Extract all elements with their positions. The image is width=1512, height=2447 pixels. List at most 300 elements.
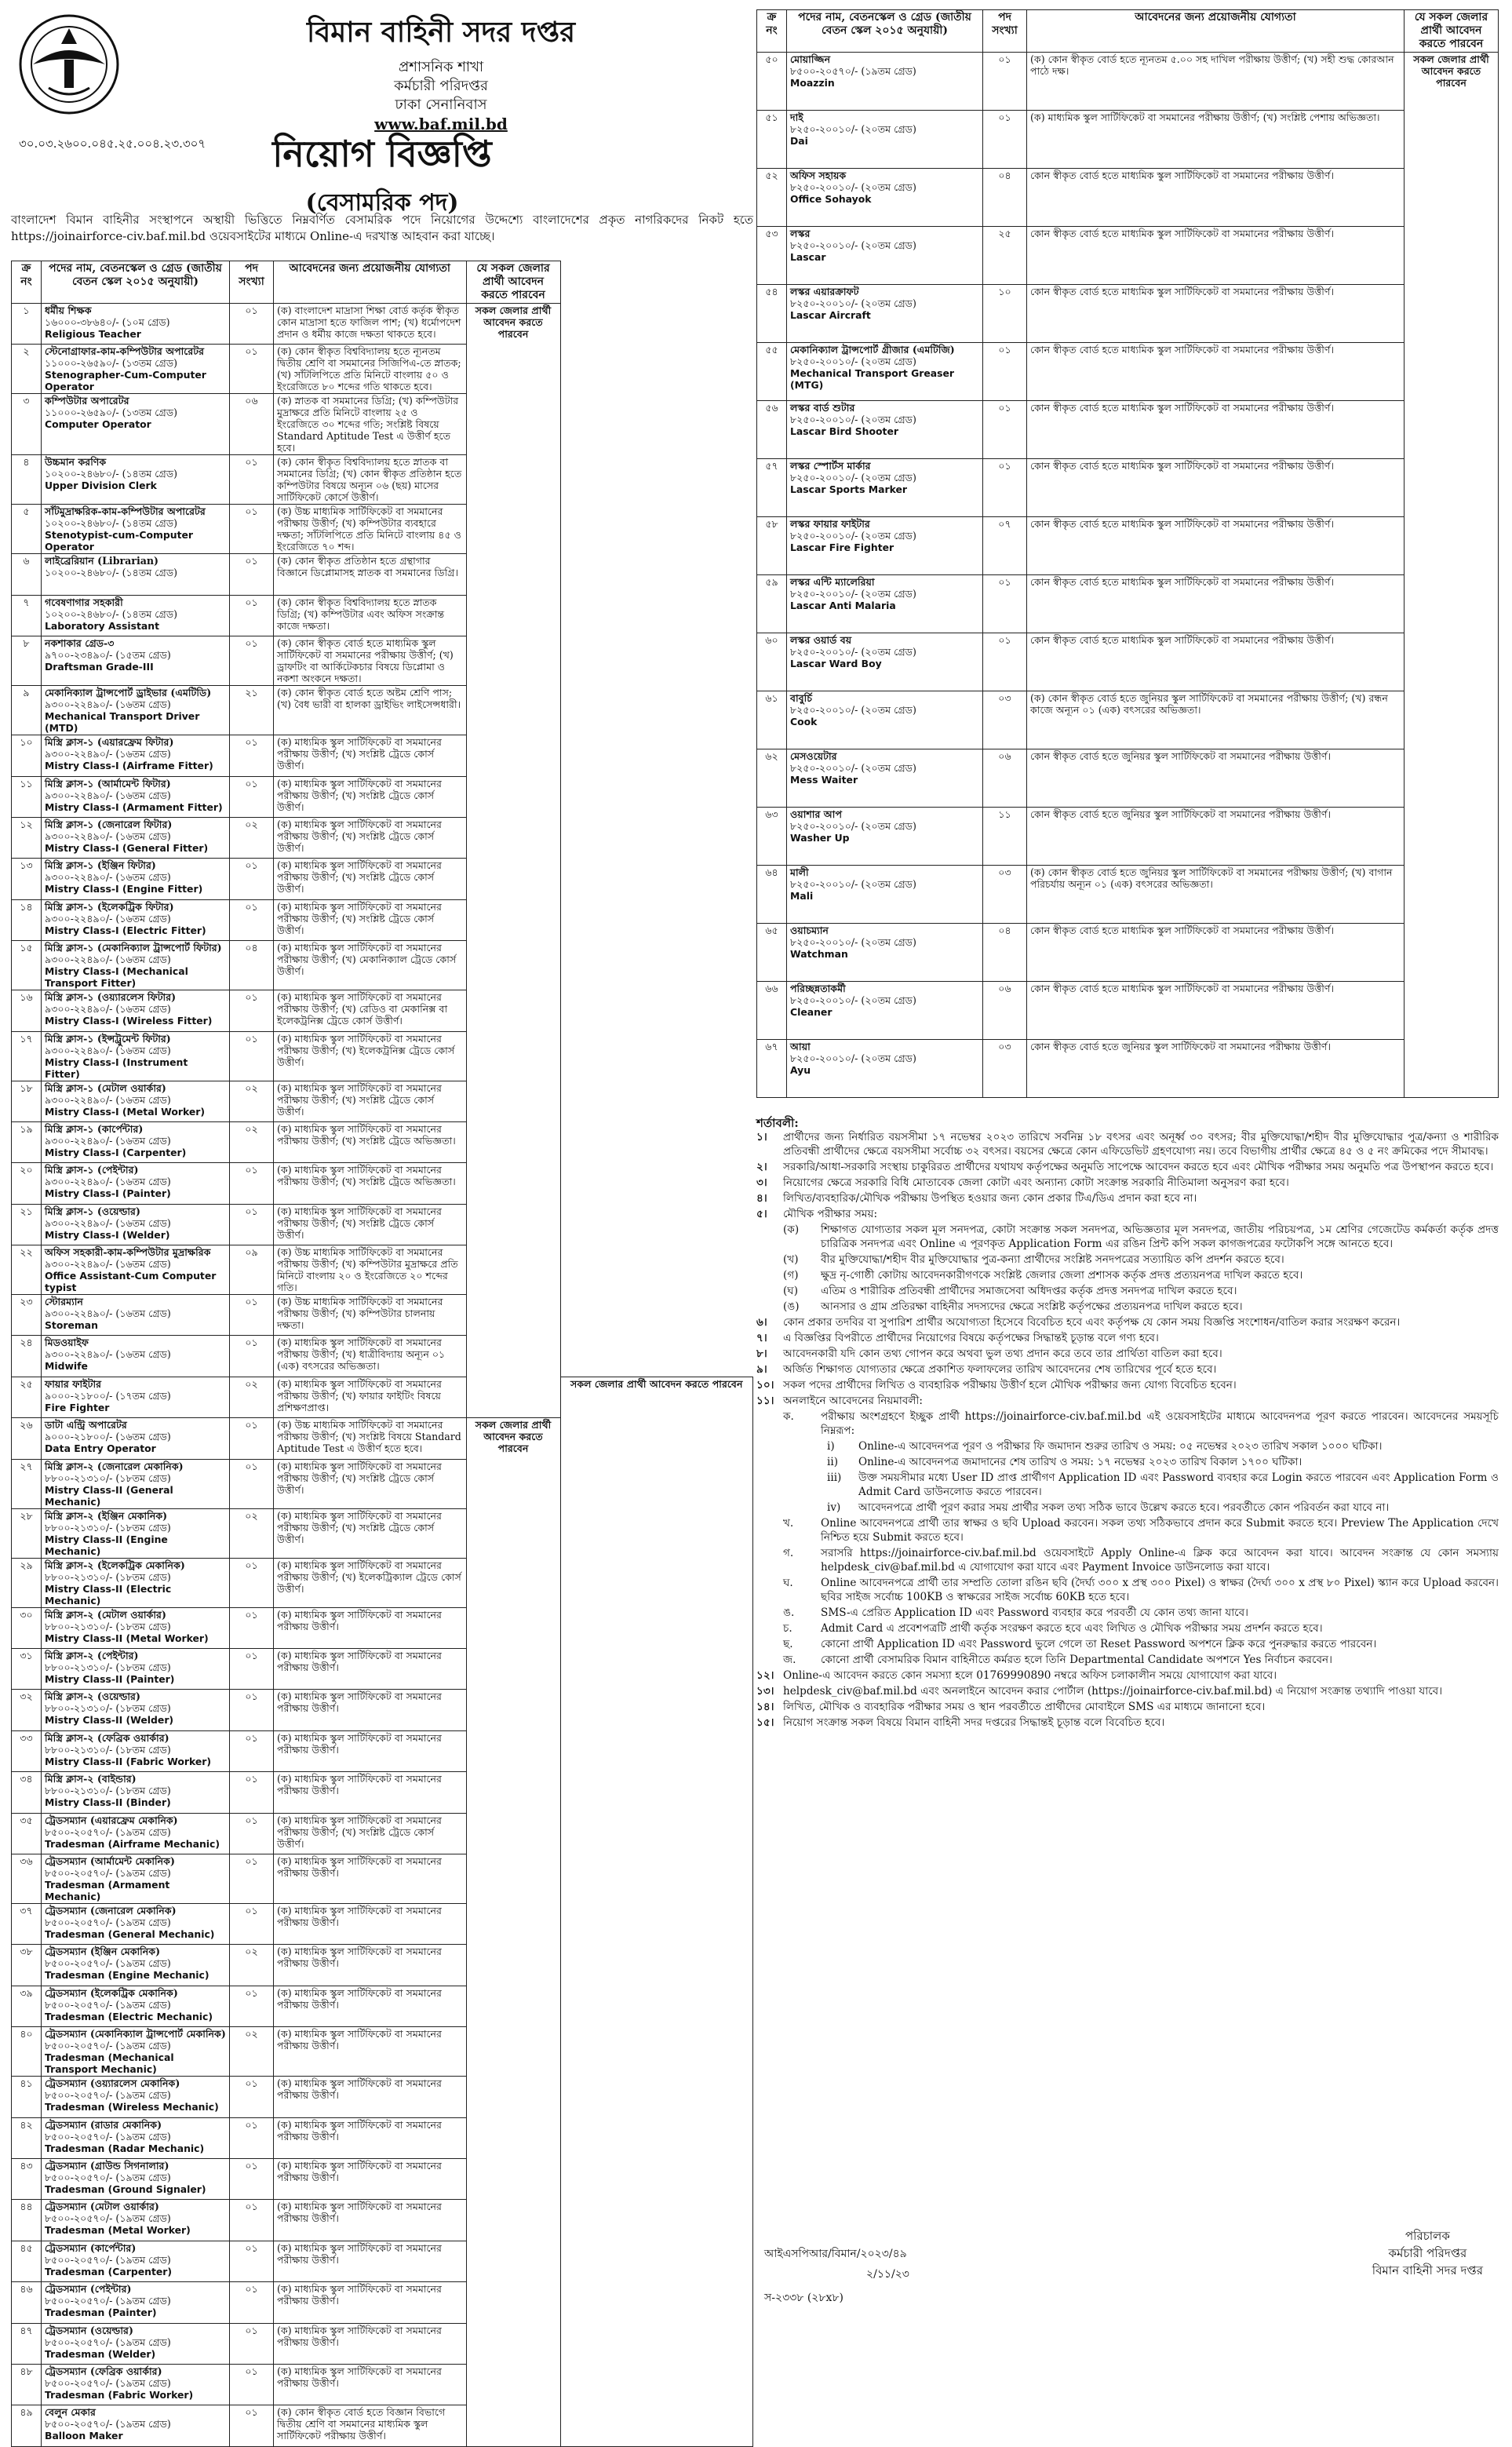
table-row [12, 345, 753, 394]
footer-code: স-২৩৩৮ (২৮x৮) [764, 2292, 843, 2304]
condition-text: প্রার্থীদের জন্য নির্ধারিত বয়সসীমা ১৭ নভেম্বর ২০২৩ তারিখে সর্বনিম্ন ১৮ বৎসর এবং অনূর্ধ্ব ৩০ বৎসর; বীর মুক্তিযোদ্ধা/শহীদ বীর মুক্তিযোদ্ধার পুত্র/কন্যা ও শারীরিক প্রতিবন্ধী প্রার্থীদের ক্ষেত্রে বয়সসীমা সর্বোচ্চ ৩২ বৎসর। বয়সের ক্ষেত্রে কোন এফিডেভিট গ্রহণযোগ্য নয়। তবে বিভাগীয় প্রার্থীর ক্ষেত্রে ৪৫ ও ৫ নং ক্রমিকের পদে সীমাবদ্ধ। [783, 1131, 1499, 1158]
row-qty: ০১ [230, 455, 274, 505]
post-scale: ৯৩০০-২২৪৯০/- (১৬তম গ্রেড) [45, 698, 171, 711]
row-post [42, 1031, 230, 1081]
row-sl: ৪১ [12, 2077, 42, 2117]
condition-text: এ বিজ্ঞপ্তির বিপরীতে প্রার্থীদের নিয়োগের বিষয়ে কর্তৃপক্ষের সিদ্ধান্তই চূড়ান্ত বলে গণ্য হবে। [783, 1332, 1159, 1344]
table-row [12, 554, 753, 595]
intro-paragraph: বাংলাদেশ বিমান বাহিনীর সংস্থাপনে অস্থায়ী ভিত্তিতে নিম্নবর্ণিত বেসামরিক পদে নিয়োগের উদ্দেশ্যে বাংলাদেশের প্রকৃত নাগরিকদের নিকট হতে https://joinairforce-civ.baf.mil.bd ওয়েবসাইটের মাধ্যমে Online-এ দরখাস্ত আহবান করা যাচ্ছে। [11, 213, 753, 243]
row-qual: (ক) মাধ্যমিক স্কুল সার্টিফিকেট বা সমমানের পরীক্ষায় উত্তীর্ণ। [274, 2282, 467, 2323]
post-scale: ৮২৫০-২০০১০/- (২০তম গ্রেড) [790, 530, 916, 542]
condition-number: ১। [756, 1131, 767, 1143]
col-district: যে সকল জেলার প্রার্থী আবেদন করতে পারবেন [1405, 10, 1499, 53]
row-post [42, 1903, 230, 1944]
row-post [42, 1649, 230, 1690]
condition-item [783, 1409, 1499, 1438]
row-post [787, 285, 983, 343]
jobs-table-right [756, 9, 1499, 1098]
post-scale: ৮৫০০-২০৫৭০/- (১৯তম গ্রেড) [790, 65, 916, 77]
post-name-bn: মিস্ত্রি ক্লাস-২ (পেইন্টার) [45, 1650, 139, 1662]
row-sl: ২৬ [12, 1418, 42, 1459]
row-sl: ৫৩ [757, 227, 787, 285]
row-post [42, 941, 230, 990]
row-sl: ৫৫ [757, 343, 787, 401]
row-qual: (ক) মাধ্যমিক স্কুল সার্টিফিকেট বা সমমানের পরীক্ষায় উত্তীর্ণ। [274, 2158, 467, 2199]
post-name-bn: ট্রেডসম্যান (জেনারেল মেকানিক) [45, 1904, 177, 1916]
condition-item [756, 1362, 1499, 1377]
table-row [757, 343, 1499, 401]
row-qty: ১০ [983, 285, 1027, 343]
row-qual: (ক) মাধ্যমিক স্কুল সার্টিফিকেট বা সমমানের পরীক্ষায় উত্তীর্ণ; (খ) ইলেকট্রিক্যাল ট্রেডে কোর্স উত্তীর্ণ। [274, 1558, 467, 1607]
row-qual: (ক) কোন স্বীকৃত বোর্ড হতে ন্যূনতম ৫.০০ সহ দাখিল পরীক্ষায় উত্তীর্ণ; (খ) সহী শুদ্ধ কোরআন পাঠে দক্ষ। [1027, 53, 1405, 111]
row-post [42, 1459, 230, 1508]
row-post [42, 1690, 230, 1730]
row-post [42, 1607, 230, 1648]
post-scale: ৮২৫০-২০০১০/- (২০তম গ্রেড) [790, 704, 916, 716]
table-row [757, 227, 1499, 285]
col-district: যে সকল জেলার প্রার্থী আবেদন করতে পারবেন [466, 261, 560, 304]
condition-number: (ঙ) [783, 1300, 800, 1313]
condition-item [756, 1191, 1499, 1205]
condition-number: খ. [783, 1517, 794, 1530]
post-name-bn: মিস্ত্রি ক্লাস-১ (জেনারেল ফিটার) [45, 818, 173, 830]
row-qual: (ক) মাধ্যমিক স্কুল সার্টিফিকেট বা সমমানের পরীক্ষায় উত্তীর্ণ। [274, 1986, 467, 2026]
post-name-bn: দাই [790, 111, 803, 123]
row-post [42, 2282, 230, 2323]
row-qty: ০১ [230, 304, 274, 345]
row-post [42, 1336, 230, 1377]
col-qty: পদ সংখ্যা [230, 261, 274, 304]
post-name-bn: মিস্ত্রি ক্লাস-১ (মেটাল ওয়ার্কার) [45, 1081, 166, 1094]
row-qty: ০১ [230, 990, 274, 1031]
row-post [42, 1508, 230, 1558]
row-sl: ৩৬ [12, 1854, 42, 1903]
row-post [42, 455, 230, 505]
row-sl: ৫৪ [757, 285, 787, 343]
row-qty: ০১ [230, 2241, 274, 2281]
row-post [42, 1418, 230, 1459]
row-post [42, 990, 230, 1031]
post-name-en: Mistry Class-I (Painter) [45, 1187, 171, 1200]
row-qty: ০১ [230, 2405, 274, 2446]
row-qual: (ক) মাধ্যমিক স্কুল সার্টিফিকেট বা সমমানের পরীক্ষায় উত্তীর্ণ; (খ) ইলেকট্রনিক্স ট্রেডে কোর্স উত্তীর্ণ। [274, 1031, 467, 1081]
post-scale: ৮৫০০-২০৫৭০/- (১৯তম গ্রেড) [45, 2253, 171, 2266]
post-scale: ৮২৫০-২০০১০/- (২০তম গ্রেড) [790, 646, 916, 658]
memo-ref: ৩০.০৩.২৬০০.০৪৫.২৫.০০৪.২৩.৩০৭ [19, 137, 206, 151]
post-scale: ৮২৫০-২০০১০/- (২০তম গ্রেড) [790, 297, 916, 309]
row-sl: ৪২ [12, 2117, 42, 2158]
row-sl: ৮ [12, 636, 42, 686]
post-name-bn: মালী [790, 866, 809, 878]
post-name-en: Moazzin [790, 77, 835, 89]
condition-text: আবেদনকারী যদি কোন তথ্য গোপন করে অথবা ভুল তথ্য প্রদান করে তবে তার প্রার্থিতা বাতিল করা হবে। [783, 1347, 1222, 1360]
post-scale: ৮২৫০-২০০১০/- (২০তম গ্রেড) [790, 414, 916, 425]
condition-item [783, 1653, 1499, 1667]
row-qty: ০৪ [230, 941, 274, 990]
sign-office: বিমান বাহিনী সদর দপ্তর [1372, 2263, 1483, 2277]
table-row [12, 735, 753, 776]
post-scale: ১১০০০-২৬৫৯০/- (১৩তম গ্রেড) [45, 407, 178, 419]
post-scale: ৮৮০০-২১৩১০/- (১৮তম গ্রেড) [45, 1620, 171, 1632]
row-sl: ২৮ [12, 1508, 42, 1558]
row-qual: (ক) মাধ্যমিক স্কুল সার্টিফিকেট বা সমমানের পরীক্ষায় উত্তীর্ণ। [274, 1945, 467, 1986]
table-row [757, 982, 1499, 1040]
condition-item [756, 1315, 1499, 1329]
row-qty: ০২ [230, 1377, 274, 1417]
footer [756, 2229, 1499, 2307]
row-qty: ০১ [230, 1031, 274, 1081]
row-qty: ০২ [230, 1121, 274, 1162]
condition-text: Online আবেদনপত্রে প্রার্থী তার স্বাক্ষর ও ছবি Upload করবেন। সকল তথ্য সঠিকভাবে প্রদান করে Submit করতে হবে। Preview The Application দেখে নিশ্চিত হয়ে Submit করতে হবে। [821, 1517, 1499, 1544]
post-name-en: Data Entry Operator [45, 1442, 156, 1455]
district-eligibility: সকল জেলার প্রার্থী আবেদন করতে পারবেন [1405, 53, 1499, 1098]
footer-ref: আইএসপিআর/বিমান/২০২৩/৪৯ [764, 2248, 907, 2260]
post-scale: ৯৩০০-২২৪৯০/- (১৬তম গ্রেড) [45, 912, 171, 924]
row-qty: ০১ [230, 505, 274, 554]
row-sl: ২০ [12, 1163, 42, 1204]
row-qty: ০১ [230, 2158, 274, 2199]
row-sl: ৪০ [12, 2027, 42, 2077]
row-post [42, 1121, 230, 1162]
condition-text: সরকারি/আধা-সরকারি সংস্থায় চাকুরিরত প্রার্থীদের যথাযথ কর্তৃপক্ষের অনুমতি সাপেক্ষে আবেদন করতে হবে এবং মৌখিক পরীক্ষার সময় অনুমতি পত্র উপস্থাপন করতে হবে। [783, 1161, 1494, 1173]
condition-text: নিয়োগের ক্ষেত্রে সরকারি বিধি মোতাবেক জেলা কোটা এবং অন্যান্য কোটা সংক্রান্ত সরকারি নীতিমালা অনুসরণ করা হবে। [783, 1176, 1289, 1189]
row-sl: ৩১ [12, 1649, 42, 1690]
post-name-en: Cleaner [790, 1006, 833, 1018]
row-qual: (ক) কোন স্বীকৃত বোর্ড হতে অষ্টম শ্রেণি পাস; (খ) বৈধ ভারী বা হালকা ড্রাইভিং লাইসেন্সধারী। [274, 686, 467, 735]
post-name-bn: অফিস সহকারী-কাম-কম্পিউটার মুদ্রাক্ষরিক [45, 1246, 211, 1259]
table-row [12, 1121, 753, 1162]
post-name-bn: ওয়াশার আপ [790, 808, 842, 820]
air-force-emblem-icon [17, 13, 121, 116]
post-name-en: Dai [790, 135, 808, 147]
post-name-bn: ট্রেডসম্যান (রাডার মেকানিক) [45, 2118, 162, 2131]
row-qty: ২৫ [983, 227, 1027, 285]
post-name-en: Lascar Sports Marker [790, 483, 908, 495]
table-row [12, 1295, 753, 1336]
post-name-en: Lascar Fire Fighter [790, 542, 894, 553]
row-qual: (ক) মাধ্যমিক স্কুল সার্টিফিকেট বা সমমানের পরীক্ষায় উত্তীর্ণ। [274, 1903, 467, 1944]
post-name-en: Midwife [45, 1360, 88, 1373]
condition-item [783, 1516, 1499, 1544]
condition-text: SMS-এ প্রেরিত Application ID এবং Password ব্যবহার করে পরবর্তী যে কোন তথ্য জানা যাবে। [821, 1606, 1249, 1619]
row-sl: ৩৩ [12, 1730, 42, 1771]
condition-number: ১৫। [756, 1716, 774, 1729]
table-row [757, 575, 1499, 633]
condition-number: ৭। [756, 1332, 767, 1344]
col-sl: ক্র নং [757, 10, 787, 53]
post-name-bn: কম্পিউটার অপারেটর [45, 395, 129, 407]
row-qual: (ক) কোন স্বীকৃত বোর্ড হতে জুনিয়র স্কুল সার্টিফিকেট বা সমমানের পরীক্ষায় উত্তীর্ণ; (খ) রন্ধন কাজে অন্যূন ০১ (এক) বৎসরের অভিজ্ঞতা। [1027, 691, 1405, 749]
condition-text: কোন প্রকার তদবির বা সুপারিশ প্রার্থীর অযোগ্যতা হিসেবে বিবেচিত হবে এবং কর্তৃপক্ষ যে কোন সময় বিজ্ঞপ্তি সংশোধন/বাতিল করার সংরক্ষণ করেন। [783, 1316, 1401, 1329]
row-qty: ০১ [230, 2364, 274, 2405]
post-name-en: Mistry Class-II (Engine Mechanic) [45, 1533, 168, 1557]
post-scale: ৮৫০০-২০৫৭০/- (১৯তম গ্রেড) [45, 1866, 171, 1879]
post-name-en: Office Assistant-Cum Computer typist [45, 1270, 217, 1294]
post-name-en: Mistry Class-II (Electric Mechanic) [45, 1582, 172, 1606]
condition-item [783, 1253, 1499, 1267]
row-qty: ০১ [230, 2282, 274, 2323]
post-name-en: Office Sohayok [790, 193, 872, 205]
row-post [42, 304, 230, 345]
post-name-en: Mistry Class-I (Instrument Fitter) [45, 1056, 188, 1080]
post-name-bn: মিস্ত্রি ক্লাস-১ (কার্পেন্টার) [45, 1122, 144, 1135]
condition-number: জ. [783, 1654, 796, 1666]
row-qty: ০৪ [983, 924, 1027, 982]
row-qual: (ক) উচ্চ মাধ্যমিক সার্টিফিকেট বা সমমানের পরীক্ষায় উত্তীর্ণ; (খ) কম্পিউটার ব্যবহারে দক্ষতা; সাঁটলিপিতে প্রতি মিনিটে বাংলায় ৪৫ ও ইংরেজিতে ৭০ শব্দ। [274, 505, 467, 554]
row-post [42, 1081, 230, 1121]
post-scale: ৯৩০০-২২৪৯০/- (১৬তম গ্রেড) [45, 830, 171, 842]
post-name-en: Stenotypist-cum-Computer Operator [45, 529, 194, 553]
row-post [787, 691, 983, 749]
post-name-en: Mistry Class-I (Mechanical Transport Fitter) [45, 965, 188, 990]
post-name-bn: মিস্ত্রি ক্লাস-১ (পেইন্টার) [45, 1164, 139, 1176]
post-name-bn: লস্কর ফায়ার ফাইটার [790, 518, 870, 530]
condition-text: কোনো প্রার্থী Application ID এবং Password ভুলে গেলে তা Reset Password অপশনে ক্লিক করে পুনরুদ্ধার করতে পারবেন। [821, 1638, 1377, 1650]
row-qty: ০১ [983, 111, 1027, 169]
row-sl: ১০ [12, 735, 42, 776]
row-post [42, 2027, 230, 2077]
condition-item [756, 1130, 1499, 1158]
row-qual: (ক) মাধ্যমিক স্কুল সার্টিফিকেট বা সমমানের পরীক্ষায় উত্তীর্ণ। [274, 2077, 467, 2117]
post-scale: ৮২৫০-২০০১০/- (২০তম গ্রেড) [790, 181, 916, 193]
row-qty: ০১ [230, 1730, 274, 1771]
row-post [42, 1986, 230, 2026]
condition-text: Online-এ আবেদন করতে কোন সমস্যা হলে 01769990890 নম্বরে অফিস চলাকালীন সময়ে যোগাযোগ করা যাবে। [783, 1669, 1277, 1682]
post-scale: ৮৮০০-২১৩১০/- (১৮তম গ্রেড) [45, 1702, 171, 1715]
table-row [757, 1040, 1499, 1098]
condition-text: অর্জিত শিক্ষাগত যোগ্যতার ক্ষেত্রে প্রকাশিত ফলাফলের তারিখ আবেদনের শেষ তারিখের পূর্বে হতে হবে। [783, 1363, 1217, 1376]
left-column [11, 9, 753, 2442]
post-name-en: Mistry Class-II (Binder) [45, 1796, 171, 1809]
condition-item [783, 1637, 1499, 1651]
post-name-bn: মিস্ত্রি ক্লাস-২ (বাইন্ডার) [45, 1773, 137, 1785]
condition-number: (খ) [783, 1253, 799, 1266]
row-qual: কোন স্বীকৃত বোর্ড হতে মাধ্যমিক স্কুল সার্টিফিকেট বা সমমানের পরীক্ষায় উত্তীর্ণ। [1027, 169, 1405, 227]
post-name-en: Tradesman (Welder) [45, 2347, 156, 2360]
post-name-bn: লস্কর ওয়ার্ড বয় [790, 634, 852, 646]
post-scale: ৮৫০০-২০৫৭০/- (১৯তম গ্রেড) [45, 2089, 171, 2102]
post-name-en: Fire Fighter [45, 1401, 110, 1413]
post-name-bn: নকশাকার গ্রেড-৩ [45, 637, 115, 650]
row-qual: (ক) মাধ্যমিক স্কুল সার্টিফিকেট বা সমমানের পরীক্ষায় উত্তীর্ণ; (খ) রেডিও বা মেকানিক্স বা ইলেকট্রনিক্স ট্রেডে কোর্স উত্তীর্ণ। [274, 990, 467, 1031]
location: ঢাকা সেনানিবাস [395, 97, 487, 113]
condition-text: আবেদনপত্রে প্রার্থী পূরণ করার সময় প্রার্থীর সকল তথ্য সঠিক ভাবে উল্লেখ করতে হবে। পরবর্তীতে কোন পরিবর্তন করা যাবে না। [858, 1501, 1390, 1514]
post-name-en: Mistry Class-II (Welder) [45, 1714, 174, 1727]
post-scale: ৯০০০-২১৮০০/- (১৬তম গ্রেড) [45, 1431, 171, 1443]
row-sl: ৬১ [757, 691, 787, 749]
row-qual: (ক) মাধ্যমিক স্কুল সার্টিফিকেট বা সমমানের পরীক্ষায় উত্তীর্ণ; (খ) সংশ্লিষ্ট ট্রেডে কোর্স উত্তীর্ণ। [274, 1204, 467, 1245]
table-row [757, 749, 1499, 808]
row-qual: কোন স্বীকৃত বোর্ড হতে জুনিয়র স্কুল সার্টিফিকেট বা সমমানের পরীক্ষায় উত্তীর্ণ। [1027, 1040, 1405, 1098]
condition-number: ১৩। [756, 1685, 774, 1698]
post-name-bn: মিস্ত্রি ক্লাস-২ (মেটাল ওয়ার্কার) [45, 1608, 166, 1621]
row-qual: (ক) মাধ্যমিক স্কুল সার্টিফিকেট বা সমমানের পরীক্ষায় উত্তীর্ণ; (খ) সংশ্লিষ্ট ট্রেডে কোর্স উত্তীর্ণ। [274, 817, 467, 858]
row-sl: ৫১ [757, 111, 787, 169]
post-scale: ৯৩০০-২২৪৯০/- (১৬তম গ্রেড) [45, 1093, 171, 1106]
post-name-en: Storeman [45, 1319, 98, 1332]
table-row [12, 505, 753, 554]
post-scale: ৯৩০০-২২৪৯০/- (১৬তম গ্রেড) [45, 1307, 171, 1320]
condition-item [756, 1207, 1499, 1221]
post-name-en: Mistry Class-I (Welder) [45, 1228, 170, 1241]
row-post [42, 595, 230, 636]
condition-number: ঙ. [783, 1606, 795, 1619]
row-sl: ৪৭ [12, 2323, 42, 2364]
row-qty: ০৪ [983, 169, 1027, 227]
row-qual: (ক) মাধ্যমিক স্কুল সার্টিফিকেট বা সমমানের পরীক্ষায় উত্তীর্ণ; (খ) সংশ্লিষ্ট ট্রেডে কোর্স উত্তীর্ণ। [274, 1813, 467, 1854]
post-scale: ৮২৫০-২০০১০/- (২০তম গ্রেড) [790, 588, 916, 600]
conditions-list [756, 1130, 1499, 1730]
condition-item [783, 1300, 1499, 1314]
row-qty: ০৩ [983, 866, 1027, 924]
condition-number: ছ. [783, 1638, 793, 1650]
condition-text: শিক্ষাগত যোগ্যতার সকল মূল সনদপত্র, কোটা সংক্রান্ত সকল সনদপত্র, অভিজ্ঞতার মূল সনদপত্র, জাতীয় পরিচয়পত্র, ১ম শ্রেণির গেজেটেড কর্মকর্তা কর্তৃক প্রদত্ত চারিত্রিক সনদপত্র এবং Online এ পূরণকৃত Application Form এর রঙিন প্রিন্ট কপি সকল কাগজপত্রের ফটোকপি সঙ্গে আনতে হবে। [821, 1224, 1499, 1250]
row-qty: ০১ [230, 2077, 274, 2117]
table-row [757, 924, 1499, 982]
condition-number: (ক) [783, 1224, 800, 1236]
post-name-bn: মিস্ত্রি ক্লাস-১ (ইলেকট্রিক ফিটার) [45, 900, 174, 913]
post-name-en: Mistry Class-I (General Fitter) [45, 841, 209, 854]
post-name-bn: মোয়াজ্জিন [790, 53, 831, 65]
post-scale: ৮৫০০-২০৫৭০/- (১৯তম গ্রেড) [45, 2171, 171, 2183]
table-row [12, 1336, 753, 1377]
condition-item [783, 1546, 1499, 1574]
row-sl: ২৯ [12, 1558, 42, 1607]
condition-number: ঘ. [783, 1577, 793, 1589]
post-scale: ৮৫০০-২০৫৭০/- (১৯তম গ্রেড) [45, 1957, 171, 1970]
row-sl: ১১ [12, 776, 42, 817]
post-name-bn: ট্রেডসম্যান (ওয়েল্ডার) [45, 2324, 133, 2336]
post-name-en: Tradesman (Metal Worker) [45, 2224, 191, 2237]
condition-item [756, 1700, 1499, 1714]
row-qty: ০১ [983, 343, 1027, 401]
row-qty: ০১ [230, 1295, 274, 1336]
row-sl: ৬২ [757, 749, 787, 808]
row-qual: (ক) মাধ্যমিক স্কুল সার্টিফিকেট বা সমমানের পরীক্ষায় উত্তীর্ণ। [274, 2117, 467, 2158]
row-qual: (ক) মাধ্যমিক স্কুল সার্টিফিকেট বা সমমানের পরীক্ষায় উত্তীর্ণ; (খ) মেকানিক্যাল ট্রেডে কোর্স উত্তীর্ণ। [274, 941, 467, 990]
post-name-bn: মেকানিক্যাল ট্রান্সপোর্ট গ্রীজার (এমটিজি) [790, 344, 955, 356]
post-name-en: Tradesman (Engine Mechanic) [45, 1969, 209, 1982]
table-row [12, 1245, 753, 1295]
condition-text: মৌখিক পরীক্ষার সময়: [783, 1208, 878, 1220]
sign-directorate: কর্মচারী পরিদপ্তর [1388, 2246, 1467, 2260]
row-qual: (ক) উচ্চ মাধ্যমিক সার্টিফিকেট বা সমমানের পরীক্ষায় উত্তীর্ণ; (খ) কম্পিউটার মুদ্রাক্ষরে প্রতি মিনিটে বাংলায় ২০ ও ইংরেজিতে ২০ শব্দের গতি। [274, 1245, 467, 1295]
post-name-en: Tradesman (Radar Mechanic) [45, 2142, 205, 2154]
condition-number: ২। [756, 1161, 767, 1173]
post-scale: ৯৩০০-২২৪৯০/- (১৬তম গ্রেড) [45, 1348, 171, 1361]
post-scale: ১০২০০-২৪৬৮০/- (১৪তম গ্রেড) [45, 567, 178, 579]
directorate-name: কর্মচারী পরিদপ্তর [394, 78, 488, 94]
table-row [757, 285, 1499, 343]
row-post [42, 1730, 230, 1771]
post-scale: ৮৫০০-২০৫৭০/- (১৯তম গ্রেড) [45, 2418, 171, 2431]
condition-number: ৩। [756, 1176, 767, 1189]
notice-title-block [11, 127, 753, 224]
row-sl: ৪৪ [12, 2200, 42, 2241]
post-scale: ১১০০০-২৬৫৯০/- (১৩তম গ্রেড) [45, 357, 178, 370]
post-name-en: Washer Up [790, 832, 850, 844]
post-name-en: Balloon Maker [45, 2430, 123, 2442]
table-row [12, 1377, 753, 1417]
row-post [42, 1772, 230, 1813]
row-qty: ০২ [230, 817, 274, 858]
row-qual: (ক) কোন স্বীকৃত বোর্ড হতে বিজ্ঞান বিভাগে দ্বিতীয় শ্রেণি বা সমমানের মাধ্যমিক স্কুল সার্টিফিকেট পরীক্ষায় উত্তীর্ণ। [274, 2405, 467, 2446]
row-qual: কোন স্বীকৃত বোর্ড হতে মাধ্যমিক স্কুল সার্টিফিকেট বা সমমানের পরীক্ষায় উত্তীর্ণ। [1027, 575, 1405, 633]
post-name-en: Upper Division Clerk [45, 480, 157, 492]
post-name-en: Mistry Class-II (Painter) [45, 1673, 175, 1686]
row-post [787, 924, 983, 982]
post-name-en: Laboratory Assistant [45, 619, 160, 632]
col-qual: আবেদনের জন্য প্রয়োজনীয় যোগ্যতা [1027, 10, 1405, 53]
table-row [757, 866, 1499, 924]
row-sl: ১৫ [12, 941, 42, 990]
condition-text: Online-এ আবেদনপত্র জমাদানের শেষ তারিখ ও সময়: ১৭ নভেম্বর ২০২৩ তারিখ বিকাল ১৭০০ ঘটিকা। [858, 1456, 1303, 1468]
post-scale: ৮২৫০-২০০১০/- (২০তম গ্রেড) [790, 820, 916, 832]
website-link[interactable]: www.baf.mil.bd [374, 115, 508, 133]
table-row [12, 899, 753, 940]
row-qty: ০১ [230, 2117, 274, 2158]
post-name-bn: ট্রেডসম্যান (আর্মামেন্ট মেকানিক) [45, 1854, 175, 1867]
post-name-en: Mess Waiter [790, 774, 858, 786]
row-qual: (ক) মাধ্যমিক স্কুল সার্টিফিকেট বা সমমানের পরীক্ষায় উত্তীর্ণ; (খ) সংশ্লিষ্ট ট্রেডে কোর্স উত্তীর্ণ। [274, 735, 467, 776]
row-sl: ৩২ [12, 1690, 42, 1730]
row-qty: ০৬ [983, 982, 1027, 1040]
row-post [42, 2158, 230, 2199]
row-qual: কোন স্বীকৃত বোর্ড হতে মাধ্যমিক স্কুল সার্টিফিকেট বা সমমানের পরীক্ষায় উত্তীর্ণ। [1027, 285, 1405, 343]
row-qty: ০২ [230, 1081, 274, 1121]
post-name-bn: মিস্ত্রি ক্লাস-২ (ইলেকট্রিক মেকানিক) [45, 1559, 185, 1571]
row-post [42, 505, 230, 554]
post-name-bn: ট্রেডসম্যান (মেটাল ওয়ার্কার) [45, 2201, 159, 2213]
row-post [787, 459, 983, 517]
post-name-en: Mistry Class-I (Carpenter) [45, 1146, 187, 1158]
post-scale: ৮৮০০-২১৩১০/- (১৮তম গ্রেড) [45, 1570, 171, 1583]
condition-number: iv) [827, 1501, 841, 1514]
condition-number: ii) [827, 1456, 838, 1468]
post-scale: ৮৫০০-২০৫৭০/- (১৯তম গ্রেড) [45, 2212, 171, 2225]
row-post [42, 2117, 230, 2158]
post-name-bn: মিস্ত্রি ক্লাস-২ (ফেব্রিক ওয়ার্কার) [45, 1731, 169, 1744]
row-post [42, 1377, 230, 1417]
post-name-en: Tradesman (Electric Mechanic) [45, 2010, 213, 2022]
row-qty: ০১ [230, 1986, 274, 2026]
post-scale: ৮২৫০-২০০১০/- (২০তম গ্রেড) [790, 994, 916, 1006]
post-name-en: Mistry Class-II (Metal Worker) [45, 1632, 209, 1644]
table-row [12, 394, 753, 455]
condition-number: ৬। [756, 1316, 767, 1329]
post-name-bn: মিস্ত্রি ক্লাস-২ (ওয়েল্ডার) [45, 1690, 140, 1703]
condition-text: সরাসরি https://joinairforce-civ.baf.mil.bd ওয়েবসাইটে Apply Online-এ ক্লিক করে আবেদন করা যাবে। আবেদন সংক্রান্ত যে কোন সমস্যায় helpdesk_civ@baf.mil.bd এ যোগাযোগ করা যাবে এবং Payment Invoice ডাউনলোড করা যাবে। [821, 1547, 1499, 1574]
conditions-title: শর্তাবলী: [756, 1116, 799, 1130]
condition-number: গ. [783, 1547, 794, 1559]
row-sl: ২৩ [12, 1295, 42, 1336]
row-qual: (ক) মাধ্যমিক স্কুল সার্টিফিকেট বা সমমানের পরীক্ষায় উত্তীর্ণ। [274, 1854, 467, 1903]
condition-item [783, 1268, 1499, 1282]
row-post [787, 808, 983, 866]
row-qty: ০১ [230, 1772, 274, 1813]
row-post [42, 2200, 230, 2241]
row-qty: ০৬ [983, 749, 1027, 808]
row-qual: কোন স্বীকৃত বোর্ড হতে জুনিয়র স্কুল সার্টিফিকেট বা সমমানের পরীক্ষায় উত্তীর্ণ। [1027, 808, 1405, 866]
row-qual: (ক) স্নাতক বা সমমানের ডিগ্রি; (খ) কম্পিউটার মুদ্রাক্ষরে প্রতি মিনিটে বাংলায় ২৫ ও ইংরেজিতে ৩০ শব্দের গতি; সংশ্লিষ্ট বিষয়ে Standard Aptitude Test এ উত্তীর্ণ হতে হবে। [274, 394, 467, 455]
row-sl: ৩৪ [12, 1772, 42, 1813]
post-scale: ৯৩০০-২২৪৯০/- (১৬তম গ্রেড) [45, 1216, 171, 1229]
post-name-bn: লস্কর এন্টি ম্যালেরিয়া [790, 576, 875, 588]
row-qual: (ক) মাধ্যমিক স্কুল সার্টিফিকেট বা সমমানের পরীক্ষায় উত্তীর্ণ। [274, 2323, 467, 2364]
post-name-bn: মিস্ত্রি ক্লাস-১ (এয়ারফ্রেম ফিটার) [45, 736, 174, 749]
post-name-bn: বাবুর্চি [790, 692, 813, 704]
post-scale: ১০২০০-২৪৬৮০/- (১৪তম গ্রেড) [45, 517, 178, 530]
